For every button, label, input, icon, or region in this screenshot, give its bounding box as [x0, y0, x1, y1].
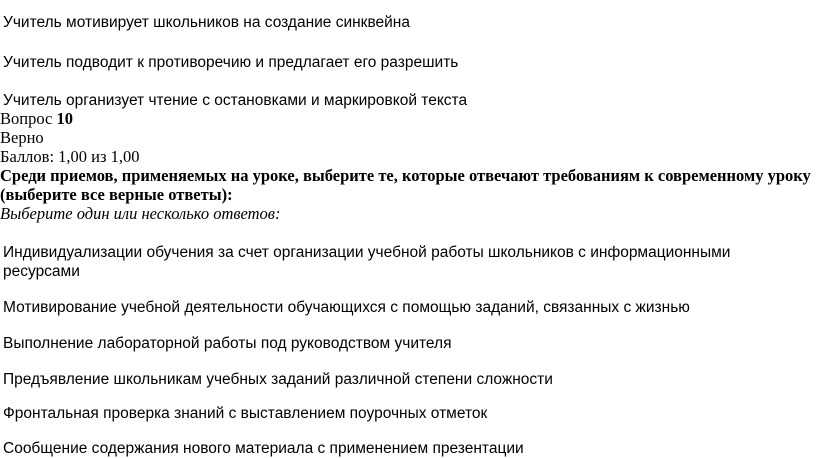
answer-option-4[interactable]: Предъявление школьникам учебных заданий различной степени сложности — [3, 371, 553, 388]
answer-option-3[interactable]: Выполнение лабораторной работы под руководством учителя — [3, 335, 452, 352]
question-text: Среди приемов, применяемых на уроке, выберите те, которые отвечают требованиям к современному уроку (выберите все верные ответы): — [0, 166, 811, 204]
previous-option-2[interactable]: Учитель подводит к противоречию и предлагает его разрешить — [3, 54, 459, 71]
answer-option-1[interactable]: Индивидуализации обучения за счет организации учебной работы школьников с информационными ресурсами — [3, 244, 731, 280]
previous-option-3[interactable]: Учитель организует чтение с остановками и маркировкой текста — [3, 92, 468, 109]
question-score: Баллов: 1,00 из 1,00 — [0, 147, 140, 166]
question-header — [0, 109, 800, 128]
question-instruction: Выберите один или несколько ответов: — [0, 204, 281, 223]
previous-option-1[interactable]: Учитель мотивирует школьников на создание синквейна — [3, 14, 410, 31]
question-status: Верно — [0, 128, 44, 147]
answer-option-5[interactable]: Фронтальная проверка знаний с выставлением поурочных отметок — [3, 405, 488, 422]
answer-option-2[interactable]: Мотивирование учебной деятельности обучающихся с помощью заданий, связанных с жизнью — [3, 299, 690, 316]
answer-option-6[interactable]: Сообщение содержания нового материала с применением презентации — [3, 440, 524, 457]
question-number: 10 — [56, 109, 73, 128]
question-label: Вопрос — [0, 109, 53, 128]
